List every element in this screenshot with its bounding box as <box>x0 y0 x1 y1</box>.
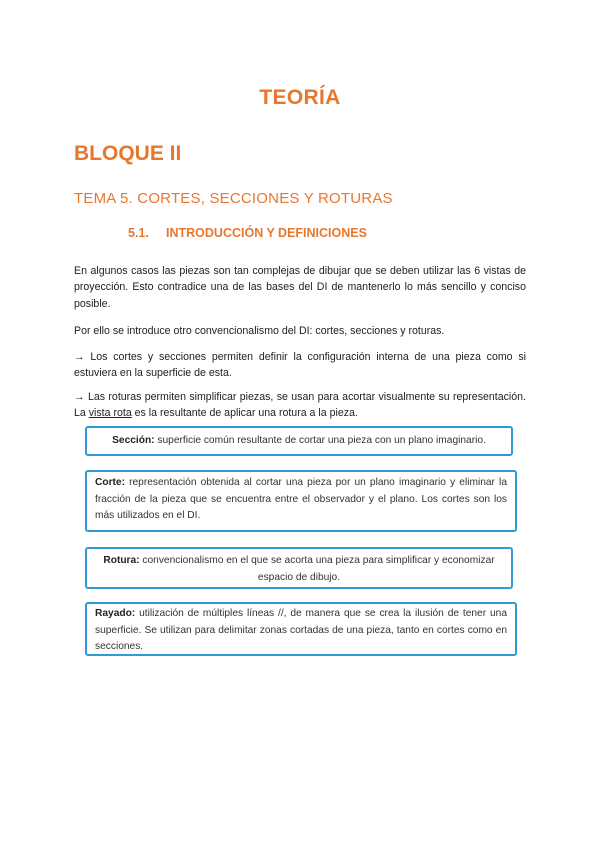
paragraph-roturas-text-end: es la resultante de aplicar una rotura a la pieza. <box>131 407 358 420</box>
paragraph-roturas-text: → Las roturas permiten simplificar piezas, se usan para acortar visualmente su representación. La <box>74 390 526 420</box>
definition-text: utilización de múltiples líneas //, de manera que se crea la ilusión de tener una superficie. Se utilizan para delimitar zonas cortadas de una pieza, tanto en cortes como en secciones. <box>95 608 507 652</box>
section-number: 5.1. <box>128 226 149 240</box>
definition-term: Sección: <box>112 435 155 446</box>
vista-rota-term: vista rota <box>88 407 132 420</box>
definition-box-rotura <box>85 547 513 589</box>
paragraph-intro: En algunos casos las piezas son tan complejas de dibujar que se deben utilizar las 6 vistas de proyección. Esto contradice una de las bases del DI de mantenerlo lo más sencillo y conciso posible. <box>74 264 526 310</box>
definition-term: Corte: <box>95 477 125 488</box>
paragraph-roturas <box>74 389 526 422</box>
definition-term: Rotura: <box>103 555 140 566</box>
section-title: INTRODUCCIÓN Y DEFINICIONES <box>166 226 367 240</box>
definition-box-rayado <box>85 602 517 656</box>
definition-term: Rayado: <box>95 608 136 619</box>
definition-text: representación obtenida al cortar una pieza por un plano imaginario y eliminar la fracción de la pieza que se encuentra entre el observador y el plano. Los cortes son los más utilizados en el DI. <box>95 477 507 521</box>
block-title: BLOQUE II <box>74 142 182 165</box>
definition-text: superficie común resultante de cortar una pieza con un plano imaginario. <box>154 435 486 446</box>
topic-title: TEMA 5. CORTES, SECCIONES Y ROTURAS <box>74 190 393 207</box>
section-heading <box>128 226 367 240</box>
definition-box-corte <box>85 470 517 532</box>
page-title: TEORÍA <box>259 86 341 109</box>
definition-box-seccion <box>85 426 513 456</box>
paragraph-cortes: → Los cortes y secciones permiten definir la configuración interna de una pieza como si estuviera en la superficie de esta. <box>74 350 526 380</box>
definition-text: convencionalismo en el que se acorta una pieza para simplificar y economizar espacio de dibujo. <box>139 555 495 583</box>
paragraph-convention: Por ello se introduce otro convencionalismo del DI: cortes, secciones y roturas. <box>74 324 445 337</box>
